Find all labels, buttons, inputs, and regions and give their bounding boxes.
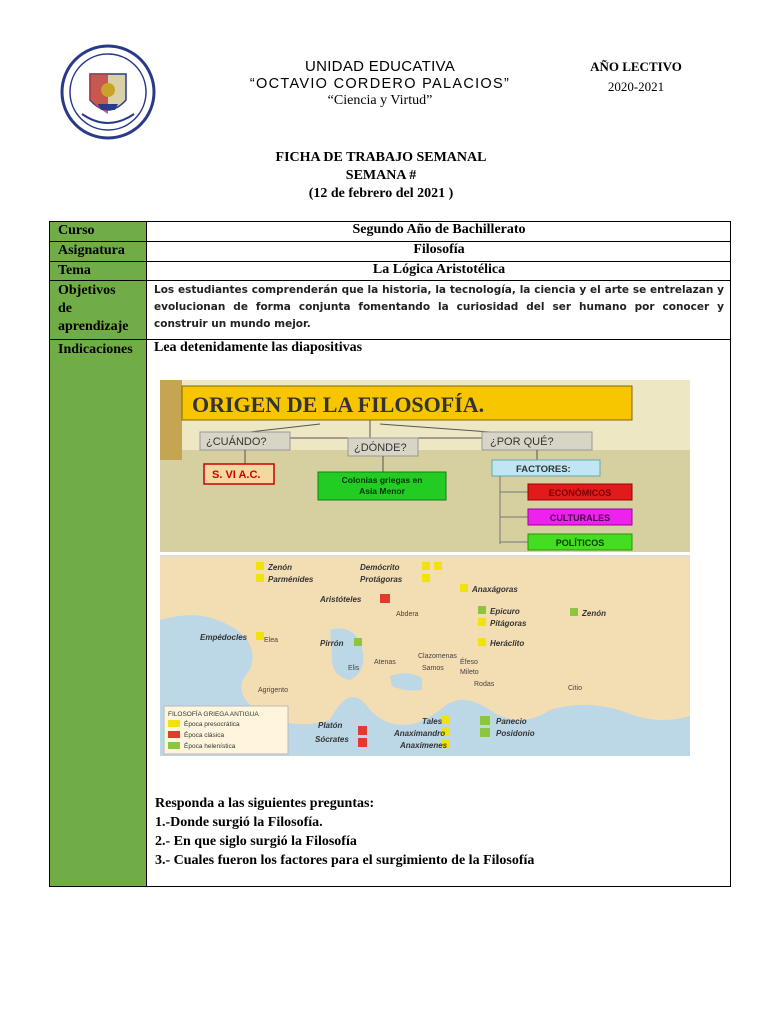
map-label-epicuro: Epicuro [490, 607, 520, 616]
q-where-text: ¿DÓNDE? [354, 442, 407, 454]
map-label-posidonio: Posidonio [496, 729, 535, 738]
question-1: 1.-Donde surgió la Filosofía. [155, 815, 323, 830]
legend-classic: Época clásica [184, 732, 225, 739]
q-why-text: ¿POR QUÉ? [490, 436, 554, 448]
map-city-mileto: Mileto [460, 669, 479, 676]
school-logo [60, 44, 156, 140]
map-label-platon: Platón [318, 721, 343, 730]
worksheet-table [49, 221, 731, 887]
map-city-atenas: Atenas [374, 659, 396, 666]
map-label-socrates: Sócrates [315, 735, 349, 744]
objetivos-label-line2: de [58, 301, 72, 316]
school-motto: “Ciencia y Virtud” [327, 93, 433, 108]
indicaciones-label: Indicaciones [58, 342, 133, 357]
legend-title: FILOSOFÍA GRIEGA ANTIGUA [168, 711, 259, 718]
answer-where-line1: Colonias griegas en [341, 475, 423, 485]
map-label-anaxagoras: Anaxágoras [472, 585, 518, 594]
map-label-aristoteles: Aristóteles [320, 595, 362, 604]
question-2: 2.- En que siglo surgió la Filosofía [155, 834, 357, 849]
school-name: UNIDAD EDUCATIVA [304, 58, 456, 75]
curso-label: Curso [58, 223, 95, 238]
objetivos-label [58, 282, 129, 336]
school-year-label: AÑO LECTIVO [590, 59, 682, 74]
factores-text: FACTORES: [516, 464, 571, 475]
column-ornament [160, 380, 182, 460]
map-city-agrigento: Agrigento [258, 687, 288, 694]
question-3: 3.- Cuales fueron los factores para el surgimiento de la Filosofía [155, 853, 535, 868]
factor-cultural-text: CULTURALES [549, 513, 611, 523]
map-label-zenon-w: Zenón [268, 563, 292, 572]
map-city-clazomenas: Clazomenas [418, 653, 457, 660]
map-label-anaximenes: Anaxímenes [400, 741, 448, 750]
map-city-elea: Elea [264, 637, 279, 644]
tema-value: La Lógica Aristotélica [372, 262, 506, 277]
slide-title: ORIGEN DE LA FILOSOFÍA. [192, 392, 485, 417]
school-proper-name: “OCTAVIO CORDERO PALACIOS” [249, 76, 511, 92]
map-label-panecio: Panecio [496, 717, 527, 726]
ficha-week: SEMANA # [345, 168, 417, 183]
map-label-parmenides: Parménides [268, 575, 314, 584]
map-city-efeso: Éfeso [460, 659, 478, 666]
map-label-empedocles: Empédocles [200, 633, 248, 642]
philosophy-origin-slide [160, 380, 690, 756]
map-city-rodas: Rodas [474, 681, 495, 688]
factor-economic-text: ECONÓMICOS [548, 488, 612, 498]
map-label-pitagoras: Pitágoras [490, 619, 527, 628]
questions-intro: Responda a las siguientes preguntas: [155, 796, 375, 811]
map-label-zenon-e: Zenón [582, 609, 606, 618]
objetivos-text: Los estudiantes comprenderán que la historia, la tecnología, la ciencia y el arte se entrelazan y evolucionan de forma conjunta fomentando la curiosidad del ser humano por conocer y construir un mundo mejor. [154, 284, 724, 330]
answer-where-line2: Asia Menor [359, 486, 405, 496]
map-city-elis: Elis [348, 665, 360, 672]
map-city-citio: Citio [568, 685, 583, 692]
tema-label: Tema [58, 263, 91, 278]
answer-when-text: S. VI A.C. [212, 469, 261, 481]
objetivos-label-line1: Objetivos [58, 283, 116, 298]
legend-hellenistic: Época helenística [184, 743, 236, 750]
map-label-heraclito: Heráclito [490, 639, 525, 648]
objetivos-label-line3: aprendizaje [58, 319, 129, 334]
indicaciones-text: Lea detenidamente las diapositivas [154, 340, 363, 355]
map-city-abdera: Abdera [396, 611, 419, 618]
legend-presocratic: Época presocrática [184, 721, 240, 728]
ficha-title: FICHA DE TRABAJO SEMANAL [275, 150, 487, 165]
curso-value: Segundo Año de Bachillerato [352, 222, 526, 237]
map-city-samos: Samos [422, 665, 444, 672]
factor-political-text: POLÍTICOS [555, 538, 605, 548]
map-label-protagoras: Protágoras [360, 575, 403, 584]
school-year-value: 2020-2021 [607, 79, 665, 94]
ficha-date: (12 de febrero del 2021 ) [308, 186, 454, 201]
q-when-text: ¿CUÁNDO? [206, 436, 267, 448]
map-label-democrito: Demócrito [360, 563, 400, 572]
asignatura-label: Asignatura [58, 243, 125, 258]
ancient-greece-map [160, 556, 690, 756]
asignatura-value: Filosofía [413, 242, 465, 257]
map-label-pirron: Pirrón [320, 639, 344, 648]
map-label-anaximandro: Anaximandro [394, 729, 446, 738]
map-label-tales: Tales [422, 717, 443, 726]
